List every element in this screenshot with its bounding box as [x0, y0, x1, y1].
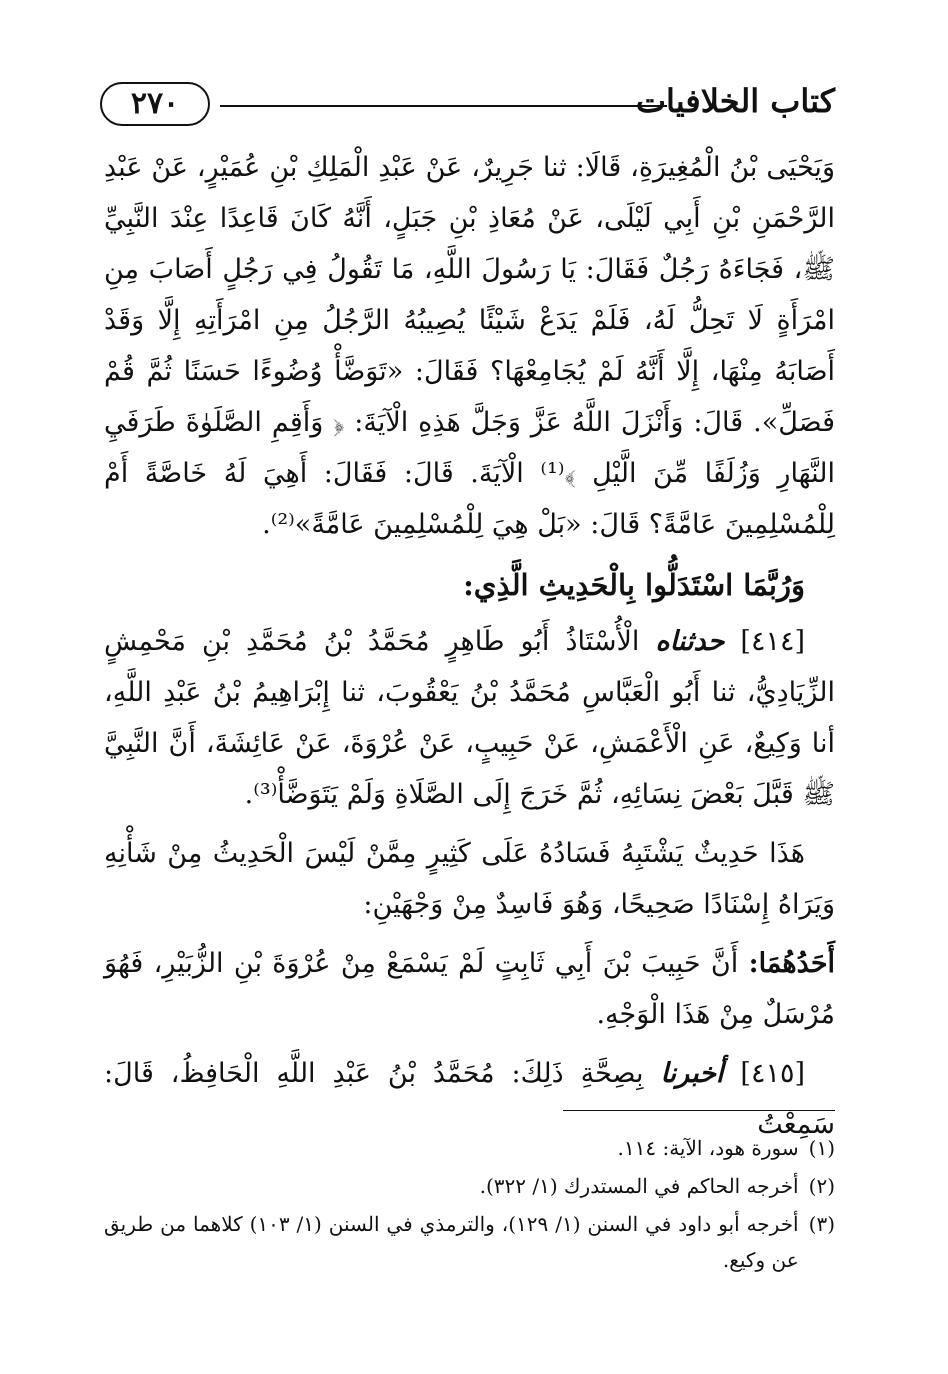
- paragraph-hadith-muadh: وَيَحْيَى بْنُ الْمُغِيرَةِ، قَالَا: ثنا جَرِيرٌ، عَنْ عَبْدِ الْمَلِكِ بْنِ عُمَيْرٍ، عَنْ عَبْدِ الرَّحْمَنِ بْنِ أَبِي لَيْلَى، عَنْ مُعَاذِ بْنِ جَبَلٍ، أَنَّهُ كَانَ قَاعِدًا عِنْدَ النَّبِيِّ ﷺ، فَجَاءَهُ رَجُلٌ فَقَالَ: يَا رَسُولَ اللَّهِ، مَا تَقُولُ فِي رَجُلٍ أَصَابَ مِنِ امْرَأَةٍ لَا تَحِلُّ لَهُ، فَلَمْ يَدَعْ شَيْئًا يُصِيبُهُ الرَّجُلُ مِنِ امْرَأَتِهِ إِلَّا وَقَدْ أَصَابَهُ مِنْهَا، إِلَّا أَنَّهُ لَمْ يُجَامِعْهَا؟ فَقَالَ: «تَوَضَّأْ وُضُوءًا حَسَنًا ثُمَّ قُمْ فَصَلِّ». قَالَ: وَأَنْزَلَ اللَّهُ عَزَّ وَجَلَّ هَذِهِ الْآيَةَ: ﴿ وَأَقِمِ الصَّلَوٰةَ طَرَفَيِ النَّهَارِ وَزُلَفًا مِّنَ الَّيْلِ ﴾⁽¹⁾ الْآيَةَ. قَالَ: فَقَالَ: أَهِيَ لَهُ خَاصَّةً أَمْ لِلْمُسْلِمِينَ عَامَّةً؟ قَالَ: «بَلْ هِيَ لِلْمُسْلِمِينَ عَامَّةً»⁽²⁾.: [104, 152, 835, 540]
- paragraph-hadith-414: [104, 616, 835, 820]
- paragraph-commentary: هَذَا حَدِيثٌ يَشْتَبِهُ فَسَادُهُ عَلَى كَثِيرٍ مِمَّنْ لَيْسَ الْحَدِيثُ مِنْ شَأْنِهِ وَيَرَاهُ إِسْنَادًا صَحِيحًا، وَهُوَ فَاسِدٌ مِنْ وَجْهَيْنِ:: [104, 838, 835, 920]
- footnote-mark: (٢): [808, 1174, 835, 1198]
- first-reason-text: أَنَّ حَبِيبَ بْنَ أَبِي ثَابِتٍ لَمْ يَسْمَعْ مِنْ عُرْوَةَ بْنِ الزُّبَيْرِ، فَهُوَ مُرْسَلٌ مِنْ هَذَا الْوَجْهِ.: [104, 948, 835, 1030]
- first-reason-label: أَحَدُهُمَا:: [748, 948, 836, 979]
- hadith-number: [٤١٥]: [740, 1058, 805, 1089]
- hadith-text: بِصِحَّةِ ذَلِكَ: مُحَمَّدُ بْنُ عَبْدِ اللَّهِ الْحَافِظُ، قَالَ: سَمِعْتُ: [104, 1058, 835, 1140]
- footnote-separator: [563, 1110, 835, 1111]
- footnote-text: سورة هود، الآية: ١١٤.: [617, 1136, 799, 1160]
- hadith-lead-word: أخبرنا: [660, 1058, 724, 1089]
- hadith-text: الْأُسْتَاذُ أَبُو طَاهِرٍ مُحَمَّدُ بْنُ مُحَمَّدِ بْنِ مَحْمِشٍ الزِّيَادِيُّ، ثنا أَبُو الْعَبَّاسِ مُحَمَّدُ بْنُ يَعْقُوبَ، ثنا إِبْرَاهِيمُ بْنُ عَبْدِ اللَّهِ، أنا وَكِيعٌ، عَنِ الْأَعْمَشِ، عَنْ حَبِيبٍ، عَنْ عُرْوَةَ، عَنْ عَائِشَةَ، أَنَّ النَّبِيَّ ﷺ قَبَّلَ بَعْضَ نِسَائِهِ، ثُمَّ خَرَجَ إِلَى الصَّلَاةِ وَلَمْ يَتَوَضَّأْ⁽³⁾.: [104, 626, 835, 810]
- running-header: [100, 74, 835, 134]
- footnote: [104, 1168, 835, 1204]
- book-title: كتاب الخلافيات: [635, 82, 835, 120]
- footnote-mark: (١): [808, 1136, 835, 1160]
- main-text: [104, 142, 835, 1158]
- footnote-text: أخرجه أبو داود في السنن (١/ ١٢٩)، والترمذي في السنن (١/ ١٠٣) كلاهما من طريق عن وكيع.: [104, 1212, 799, 1272]
- paragraph-first-reason: [104, 938, 835, 1040]
- footnote: [104, 1130, 835, 1166]
- section-heading: وَرُبَّمَا اسْتَدَلُّوا بِالْحَدِيثِ الَّذِي:: [463, 568, 805, 602]
- footnote: [104, 1206, 835, 1278]
- footnote-text: أخرجه الحاكم في المستدرك (١/ ٣٢٢).: [479, 1174, 799, 1198]
- footnote-mark: (٣): [808, 1212, 835, 1236]
- page-number: ٢٧٠: [100, 82, 210, 126]
- hadith-lead-word: حدثناه: [655, 626, 725, 657]
- footnotes: [104, 1130, 835, 1280]
- header-rule: [220, 105, 667, 107]
- hadith-number: [٤١٤]: [740, 626, 805, 657]
